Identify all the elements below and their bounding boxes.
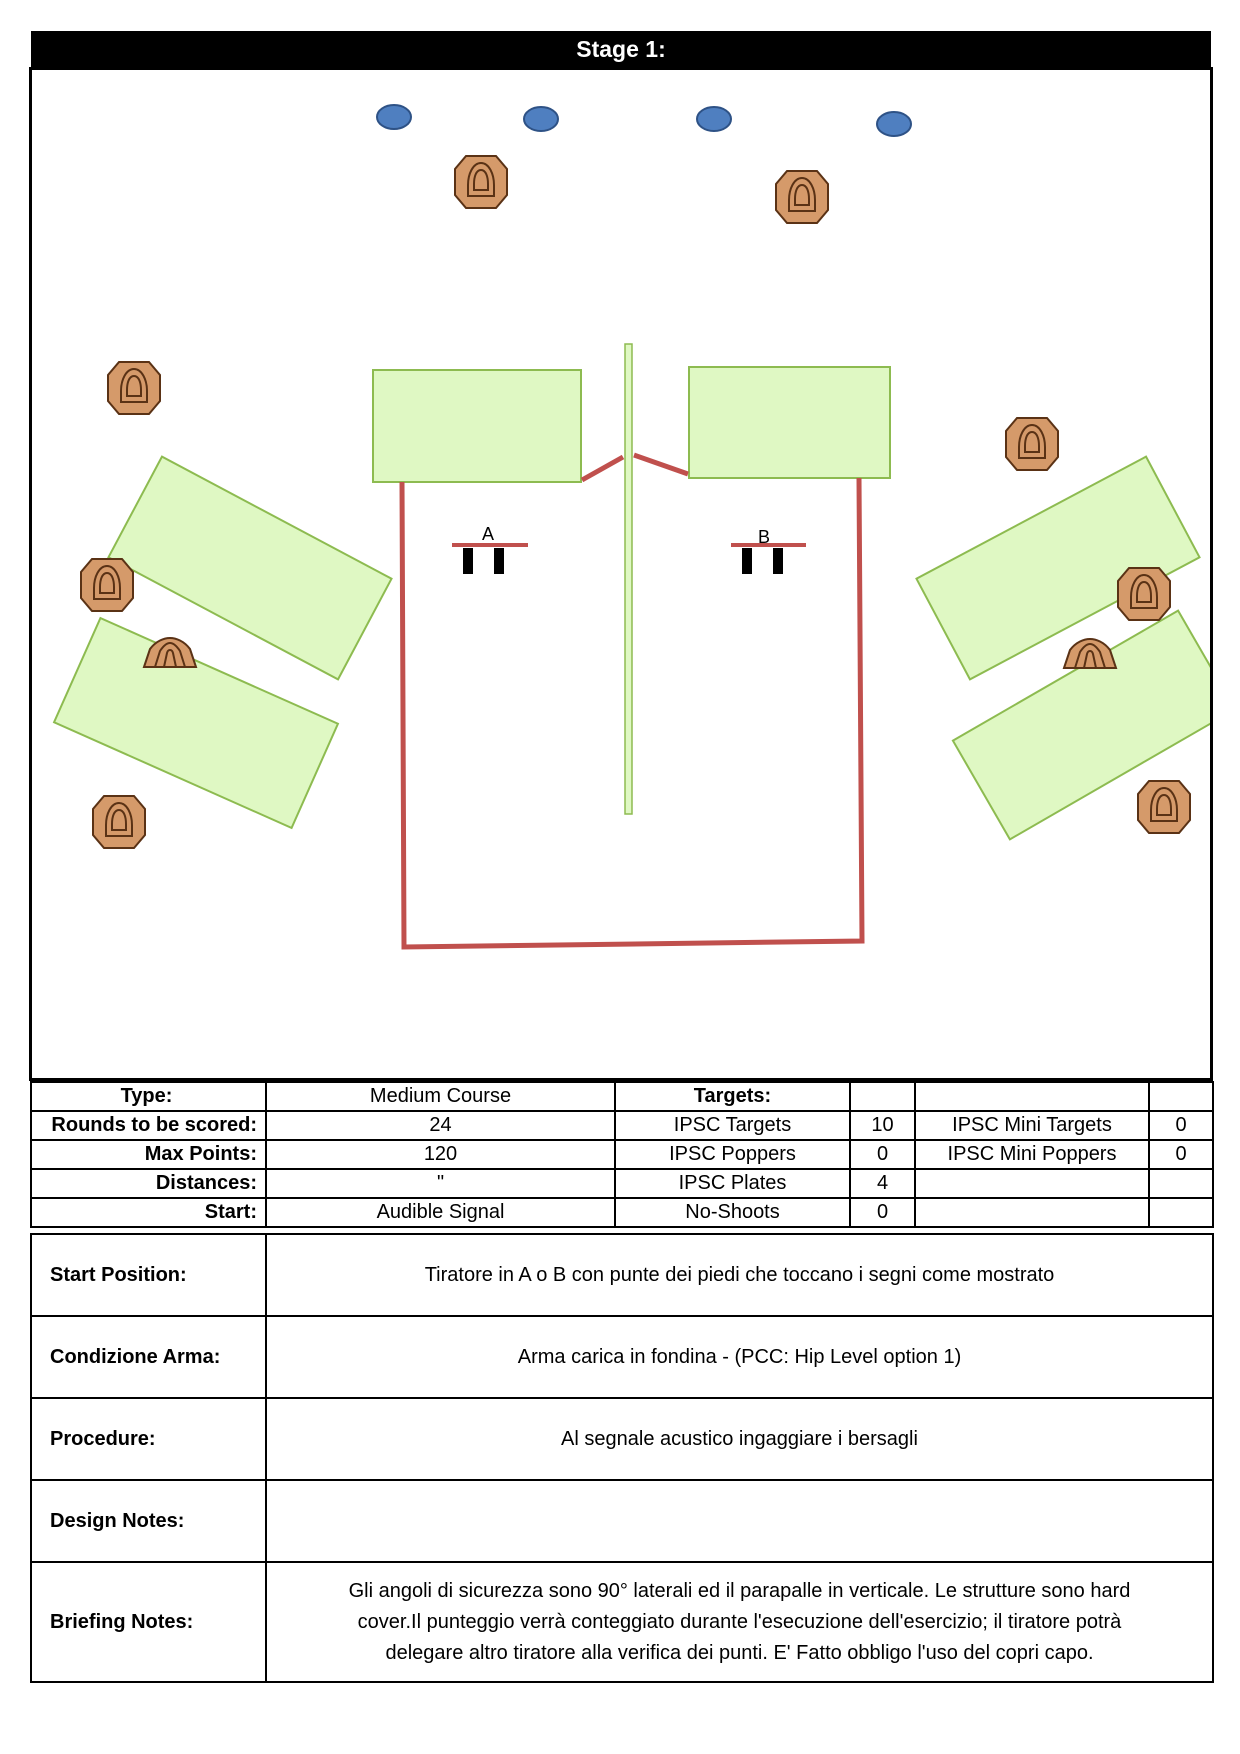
table-row [31, 1198, 1213, 1227]
ipsc-target [1138, 781, 1190, 833]
ipsc-target [455, 156, 507, 208]
stage-notes-table [30, 1233, 1214, 1683]
center-wall-right [689, 367, 890, 478]
targets-header: Targets: [615, 1082, 850, 1111]
empty-cell [915, 1198, 1149, 1227]
design-notes-label: Design Notes: [31, 1480, 266, 1562]
steel-plate [697, 107, 731, 131]
shooting-position-b [731, 527, 806, 574]
rounds-value: 24 [266, 1111, 615, 1140]
ipsc-mini-poppers-label: IPSC Mini Poppers [915, 1140, 1149, 1169]
condizione-arma-label: Condizione Arma: [31, 1316, 266, 1398]
empty-cell [850, 1082, 915, 1111]
ipsc-target [81, 559, 133, 611]
table-row [31, 1082, 1213, 1111]
fault-line-left-connector [582, 457, 623, 480]
type-value: Medium Course [266, 1082, 615, 1111]
ipsc-target [108, 362, 160, 414]
start-label: Start: [31, 1198, 266, 1227]
steel-plate [877, 112, 911, 136]
stage-title: Stage 1: [576, 35, 666, 62]
condizione-arma-value: Arma carica in fondina - (PCC: Hip Level option 1) [266, 1316, 1213, 1398]
steel-plate [524, 107, 558, 131]
stage-title-bar [31, 31, 1211, 67]
max-points-value: 120 [266, 1140, 615, 1169]
ipsc-target [1006, 418, 1058, 470]
procedure-label: Procedure: [31, 1398, 266, 1480]
table-row [31, 1562, 1213, 1682]
empty-cell [915, 1169, 1149, 1198]
distances-label: Distances: [31, 1169, 266, 1198]
ipsc-mini-targets-label: IPSC Mini Targets [915, 1111, 1149, 1140]
stage-diagram-svg [32, 70, 1210, 1078]
table-row [31, 1169, 1213, 1198]
empty-cell [1149, 1198, 1213, 1227]
table-row [31, 1480, 1213, 1562]
design-notes-value [266, 1480, 1213, 1562]
briefing-line: Gli angoli di sicurezza sono 90° laterali ed il parapalle in verticale. Le strutture sono hard [348, 1579, 1131, 1602]
shooting-position-a [452, 524, 528, 574]
ipsc-target [776, 171, 828, 223]
briefing-line: delegare altro tiratore alla verifica dei punti. E' Fatto obbligo l'uso del copri capo. [385, 1641, 1094, 1664]
ipsc-plates-value: 4 [850, 1169, 915, 1198]
type-label: Type: [31, 1082, 266, 1111]
position-b-label: B [757, 527, 771, 547]
table-row [31, 1316, 1213, 1398]
max-points-label: Max Points: [31, 1140, 266, 1169]
table-row [31, 1234, 1213, 1316]
procedure-value: Al segnale acustico ingaggiare i bersagli [266, 1398, 1213, 1480]
distances-value: " [266, 1169, 615, 1198]
ipsc-mini-poppers-value: 0 [1149, 1140, 1213, 1169]
center-divider [625, 344, 632, 814]
no-shoots-label: No-Shoots [615, 1198, 850, 1227]
start-position-label: Start Position: [31, 1234, 266, 1316]
no-shoots-value: 0 [850, 1198, 915, 1227]
briefing-line: cover.Il punteggio verrà conteggiato durante l'esecuzione dell'esercizio; il tiratore potrà [357, 1610, 1122, 1633]
ipsc-target [93, 796, 145, 848]
briefing-notes-value [266, 1562, 1213, 1682]
fault-line-right-connector [634, 455, 688, 474]
briefing-notes-label: Briefing Notes: [31, 1562, 266, 1682]
ipsc-targets-label: IPSC Targets [615, 1111, 850, 1140]
center-wall-left [373, 370, 581, 482]
empty-cell [1149, 1082, 1213, 1111]
stage-info-table [30, 1081, 1214, 1228]
steel-plate [377, 105, 411, 129]
position-a-label: A [481, 524, 495, 544]
ipsc-poppers-value: 0 [850, 1140, 915, 1169]
ipsc-mini-targets-value: 0 [1149, 1111, 1213, 1140]
ipsc-targets-value: 10 [850, 1111, 915, 1140]
ipsc-plates-label: IPSC Plates [615, 1169, 850, 1198]
table-row [31, 1111, 1213, 1140]
start-value: Audible Signal [266, 1198, 615, 1227]
rounds-label: Rounds to be scored: [31, 1111, 266, 1140]
ipsc-poppers-label: IPSC Poppers [615, 1140, 850, 1169]
empty-cell [915, 1082, 1149, 1111]
start-position-value: Tiratore in A o B con punte dei piedi che toccano i segni come mostrato [266, 1234, 1213, 1316]
table-row [31, 1140, 1213, 1169]
table-row [31, 1398, 1213, 1480]
ipsc-mini-target [1064, 639, 1116, 668]
empty-cell [1149, 1169, 1213, 1198]
stage-diagram [29, 67, 1213, 1081]
ipsc-target [1118, 568, 1170, 620]
